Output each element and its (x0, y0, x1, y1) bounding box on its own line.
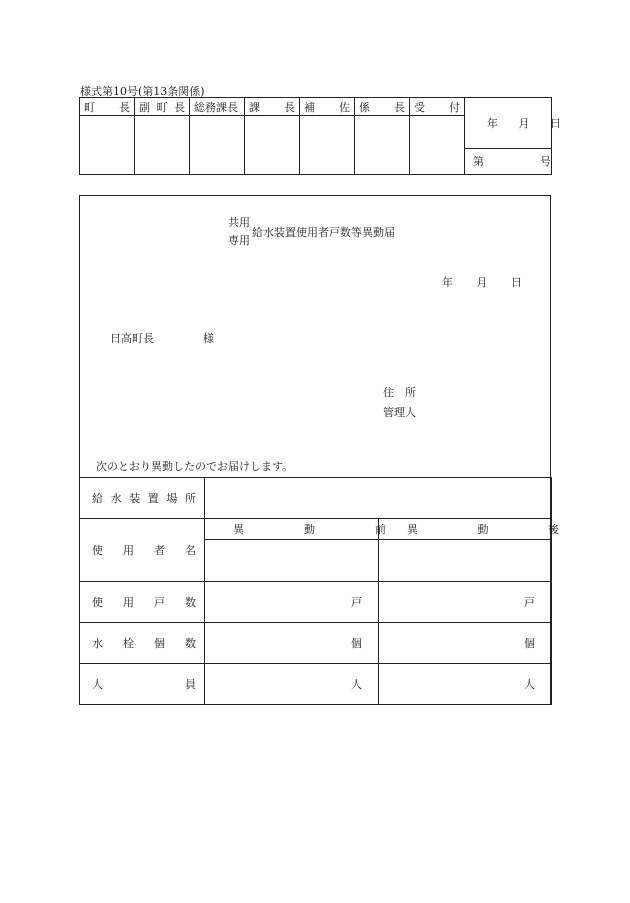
stamp-box-subsection-chief[interactable] (355, 116, 410, 175)
role-assistant: 補 佐 (300, 98, 355, 116)
title-option-private[interactable]: 専用 (228, 234, 250, 247)
household-count-after-field[interactable]: 戸 (379, 582, 552, 623)
address-label: 住 所 (383, 386, 416, 399)
addressee: 日高町長 (110, 332, 154, 345)
location-field[interactable] (205, 478, 552, 519)
household-count-before-field[interactable]: 戸 (205, 582, 379, 623)
role-general-affairs-chief: 総務課長 (190, 98, 245, 116)
receipt-date-cell: 年 月 日 (465, 98, 552, 149)
stamp-box-assistant[interactable] (300, 116, 355, 175)
role-deputy-mayor: 副 町 長 (135, 98, 190, 116)
form-title (228, 214, 395, 250)
stamp-box-reception[interactable] (410, 116, 465, 175)
manager-label: 管理人 (383, 406, 416, 419)
form-number: 様式第10号(第13条関係) (80, 85, 205, 98)
stamp-box-mayor[interactable] (80, 116, 135, 175)
role-section-chief: 課 長 (245, 98, 300, 116)
stamp-box-general-affairs[interactable] (190, 116, 245, 175)
details-table (79, 477, 559, 705)
notification-form (79, 195, 559, 705)
faucet-count-after-field[interactable]: 個 (379, 623, 552, 664)
approval-stamp-table (79, 97, 561, 175)
before-change-header: 異 動 前 (205, 519, 379, 540)
user-name-after-field[interactable] (379, 540, 552, 582)
submission-date[interactable]: 年 月 日 (442, 276, 522, 289)
user-name-before-field[interactable] (205, 540, 379, 582)
location-label: 給 水 装 置 場 所 (80, 478, 205, 519)
title-option-shared[interactable]: 共用 (228, 216, 250, 229)
honorific: 様 (203, 332, 214, 345)
title-text: 給水装置使用者戸数等異動届 (252, 226, 395, 239)
role-subsection-chief: 係 長 (355, 98, 410, 116)
people-count-after-field[interactable]: 人 (379, 664, 552, 705)
household-count-label: 使 用 戸 数 (80, 582, 205, 623)
notice-text: 次のとおり異動したのでお届けします。 (96, 460, 294, 473)
role-mayor: 町 長 (80, 98, 135, 116)
people-count-before-field[interactable]: 人 (205, 664, 379, 705)
after-change-header: 異 動 後 (379, 519, 552, 540)
people-count-label: 人 員 (80, 664, 205, 705)
receipt-number-cell: 第 号 (465, 148, 552, 174)
faucet-count-before-field[interactable]: 個 (205, 623, 379, 664)
role-reception: 受 付 (410, 98, 465, 116)
stamp-box-deputy-mayor[interactable] (135, 116, 190, 175)
stamp-box-section-chief[interactable] (245, 116, 300, 175)
user-name-label: 使 用 者 名 (80, 519, 205, 582)
faucet-count-label: 水 栓 個 数 (80, 623, 205, 664)
